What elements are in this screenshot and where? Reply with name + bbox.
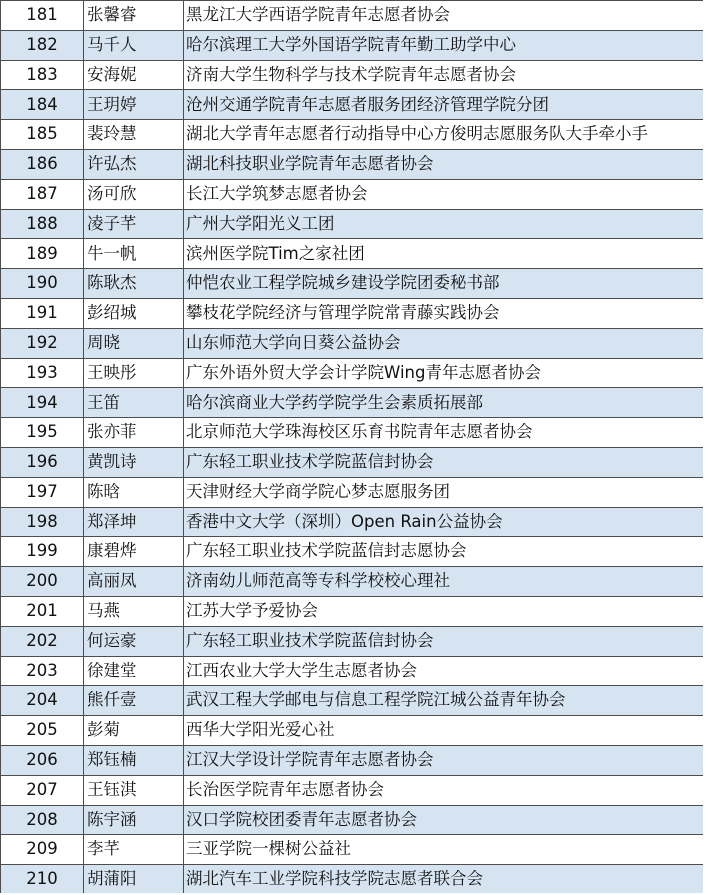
organization-cell[interactable]: 湖北汽车工业学院科技学院志愿者联合会 (184, 865, 704, 893)
organization-cell[interactable]: 北京师范大学珠海校区乐育书院青年志愿者协会 (184, 418, 704, 448)
name-cell[interactable]: 汤可欣 (84, 179, 184, 209)
row-number-cell[interactable]: 194 (1, 388, 84, 418)
table-row (1, 835, 704, 865)
row-number-cell[interactable]: 204 (1, 686, 84, 716)
table-row (1, 447, 704, 477)
row-number-cell[interactable]: 196 (1, 447, 84, 477)
row-number-cell[interactable]: 200 (1, 567, 84, 597)
organization-cell[interactable]: 广东轻工职业技术学院蓝信封志愿协会 (184, 537, 704, 567)
organization-cell[interactable]: 江苏大学予爱协会 (184, 596, 704, 626)
organization-cell[interactable]: 仲恺农业工程学院城乡建设学院团委秘书部 (184, 269, 704, 299)
organization-cell[interactable]: 江汉大学设计学院青年志愿者协会 (184, 745, 704, 775)
table-row (1, 716, 704, 746)
organization-cell[interactable]: 济南大学生物科学与技术学院青年志愿者协会 (184, 60, 704, 90)
organization-cell[interactable]: 黑龙江大学西语学院青年志愿者协会 (184, 1, 704, 31)
organization-cell[interactable]: 广东外语外贸大学会计学院Wing青年志愿者协会 (184, 358, 704, 388)
table-row (1, 656, 704, 686)
name-cell[interactable]: 徐建堂 (84, 656, 184, 686)
name-cell[interactable]: 郑泽坤 (84, 507, 184, 537)
row-number-cell[interactable]: 188 (1, 209, 84, 239)
organization-cell[interactable]: 长治医学院青年志愿者协会 (184, 775, 704, 805)
organization-cell[interactable]: 济南幼儿师范高等专科学校校心理社 (184, 567, 704, 597)
organization-cell[interactable]: 哈尔滨商业大学药学院学生会素质拓展部 (184, 388, 704, 418)
name-cell[interactable]: 马千人 (84, 30, 184, 60)
row-number-cell[interactable]: 201 (1, 596, 84, 626)
table-row (1, 60, 704, 90)
name-cell[interactable]: 陈耿杰 (84, 269, 184, 299)
name-cell[interactable]: 凌子芊 (84, 209, 184, 239)
row-number-cell[interactable]: 202 (1, 626, 84, 656)
name-cell[interactable]: 高丽凤 (84, 567, 184, 597)
row-number-cell[interactable]: 189 (1, 239, 84, 269)
table-row (1, 90, 704, 120)
name-cell[interactable]: 何运豪 (84, 626, 184, 656)
table-row (1, 507, 704, 537)
row-number-cell[interactable]: 185 (1, 120, 84, 150)
table-row (1, 30, 704, 60)
row-number-cell[interactable]: 186 (1, 149, 84, 179)
name-cell[interactable]: 王笛 (84, 388, 184, 418)
row-number-cell[interactable]: 197 (1, 477, 84, 507)
name-cell[interactable]: 王映彤 (84, 358, 184, 388)
row-number-cell[interactable]: 191 (1, 298, 84, 328)
row-number-cell[interactable]: 199 (1, 537, 84, 567)
table-row (1, 537, 704, 567)
row-number-cell[interactable]: 192 (1, 328, 84, 358)
organization-cell[interactable]: 攀枝花学院经济与管理学院常青藤实践协会 (184, 298, 704, 328)
name-cell[interactable]: 裴玲慧 (84, 120, 184, 150)
row-number-cell[interactable]: 209 (1, 835, 84, 865)
name-cell[interactable]: 许弘杰 (84, 149, 184, 179)
table-row (1, 418, 704, 448)
organization-cell[interactable]: 西华大学阳光爱心社 (184, 716, 704, 746)
organization-cell[interactable]: 广东轻工职业技术学院蓝信封协会 (184, 447, 704, 477)
row-number-cell[interactable]: 184 (1, 90, 84, 120)
table-row (1, 298, 704, 328)
organization-cell[interactable]: 江西农业大学大学生志愿者协会 (184, 656, 704, 686)
table-row (1, 626, 704, 656)
table-row (1, 686, 704, 716)
table-row (1, 179, 704, 209)
name-cell[interactable]: 黄凯诗 (84, 447, 184, 477)
organization-cell[interactable]: 三亚学院一棵树公益社 (184, 835, 704, 865)
row-number-cell[interactable]: 210 (1, 865, 84, 893)
row-number-cell[interactable]: 193 (1, 358, 84, 388)
table-row (1, 1, 704, 31)
organization-cell[interactable]: 汉口学院校团委青年志愿者协会 (184, 805, 704, 835)
name-cell[interactable]: 张亦菲 (84, 418, 184, 448)
table-row (1, 209, 704, 239)
organization-cell[interactable]: 滨州医学院Tim之家社团 (184, 239, 704, 269)
name-cell[interactable]: 胡蒲阳 (84, 865, 184, 893)
table-row (1, 149, 704, 179)
row-number-cell[interactable]: 203 (1, 656, 84, 686)
name-cell[interactable]: 陈宇涵 (84, 805, 184, 835)
table-row (1, 328, 704, 358)
name-cell[interactable]: 陈晗 (84, 477, 184, 507)
table-row (1, 477, 704, 507)
name-cell[interactable]: 周晓 (84, 328, 184, 358)
organization-cell[interactable]: 武汉工程大学邮电与信息工程学院江城公益青年协会 (184, 686, 704, 716)
name-cell[interactable]: 王钰淇 (84, 775, 184, 805)
table-row (1, 596, 704, 626)
row-number-cell[interactable]: 181 (1, 1, 84, 31)
row-number-cell[interactable]: 206 (1, 745, 84, 775)
row-number-cell[interactable]: 198 (1, 507, 84, 537)
organization-cell[interactable]: 湖北大学青年志愿者行动指导中心方俊明志愿服务队大手牵小手 (184, 120, 704, 150)
organization-cell[interactable]: 湖北科技职业学院青年志愿者协会 (184, 149, 704, 179)
row-number-cell[interactable]: 182 (1, 30, 84, 60)
row-number-cell[interactable]: 205 (1, 716, 84, 746)
name-cell[interactable]: 彭绍城 (84, 298, 184, 328)
row-number-cell[interactable]: 207 (1, 775, 84, 805)
table-row (1, 120, 704, 150)
name-cell[interactable]: 牛一帆 (84, 239, 184, 269)
table-row (1, 388, 704, 418)
organization-cell[interactable]: 山东师范大学向日葵公益协会 (184, 328, 704, 358)
table-row (1, 567, 704, 597)
table-row (1, 775, 704, 805)
table-row (1, 805, 704, 835)
organization-cell[interactable]: 沧州交通学院青年志愿者服务团经济管理学院分团 (184, 90, 704, 120)
table-body (1, 1, 704, 894)
name-cell[interactable]: 康碧烨 (84, 537, 184, 567)
row-number-cell[interactable]: 208 (1, 805, 84, 835)
name-cell[interactable]: 马燕 (84, 596, 184, 626)
name-cell[interactable]: 王玥婷 (84, 90, 184, 120)
organization-cell[interactable]: 长江大学筑梦志愿者协会 (184, 179, 704, 209)
row-number-cell[interactable]: 183 (1, 60, 84, 90)
table-row (1, 358, 704, 388)
name-cell[interactable]: 彭菊 (84, 716, 184, 746)
table-row (1, 865, 704, 893)
organization-cell[interactable]: 哈尔滨理工大学外国语学院青年勤工助学中心 (184, 30, 704, 60)
name-cell[interactable]: 张馨睿 (84, 1, 184, 31)
table-row (1, 745, 704, 775)
name-cell[interactable]: 李芊 (84, 835, 184, 865)
organization-cell[interactable]: 香港中文大学（深圳）Open Rain公益协会 (184, 507, 704, 537)
table-row (1, 239, 704, 269)
organization-cell[interactable]: 广州大学阳光义工团 (184, 209, 704, 239)
row-number-cell[interactable]: 187 (1, 179, 84, 209)
organization-cell[interactable]: 广东轻工职业技术学院蓝信封协会 (184, 626, 704, 656)
name-cell[interactable]: 熊仟壹 (84, 686, 184, 716)
name-cell[interactable]: 郑钰楠 (84, 745, 184, 775)
name-cell[interactable]: 安海妮 (84, 60, 184, 90)
organization-cell[interactable]: 天津财经大学商学院心梦志愿服务团 (184, 477, 704, 507)
row-number-cell[interactable]: 195 (1, 418, 84, 448)
table-row (1, 269, 704, 299)
row-number-cell[interactable]: 190 (1, 269, 84, 299)
